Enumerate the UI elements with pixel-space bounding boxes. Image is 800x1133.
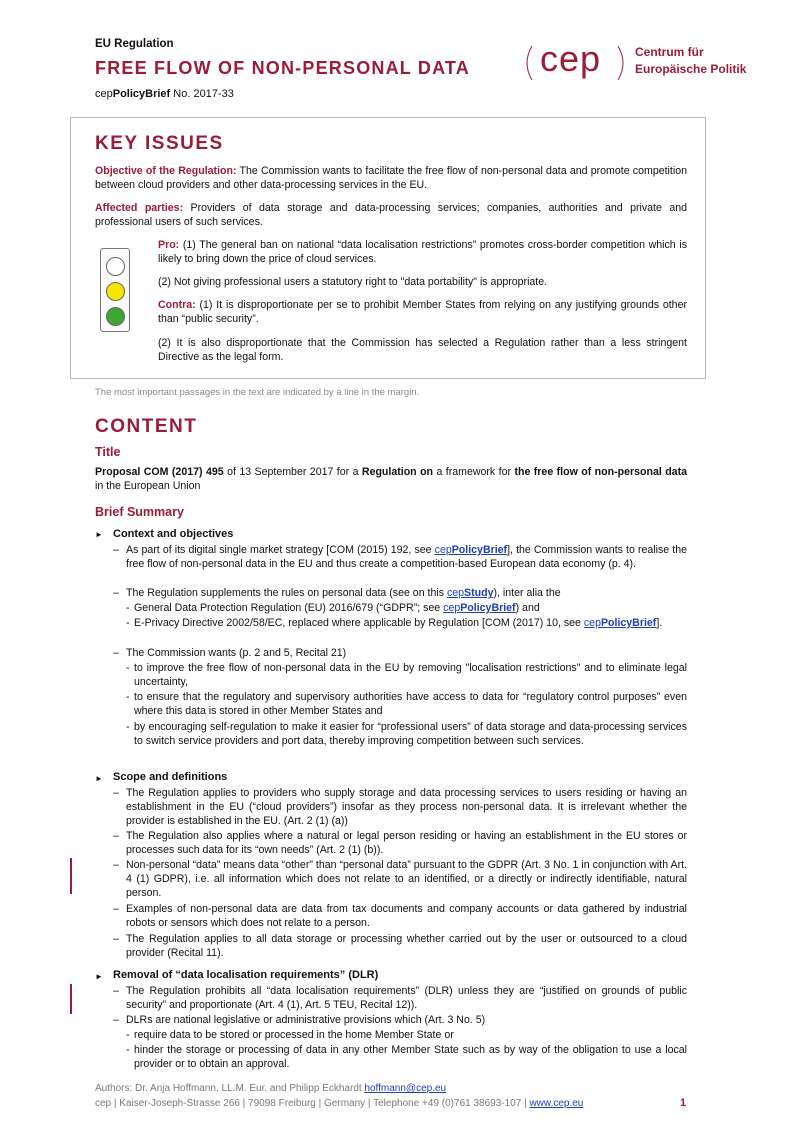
dash: – [113, 544, 119, 556]
context-item-eprivacy: E-Privacy Directive 2002/58/EC, replaced where applicable by Regulation [COM (2017) 10, see cepPolicyBrief]. [134, 617, 663, 629]
hyphen: - [126, 691, 130, 703]
dash: – [113, 985, 119, 997]
scope-dash-3: Non-personal “data” means data “other” than “personal data” pursuant to the GDPR (Art. 3 No. 1 in conjunction with Art. 4 (1) GDPR), i.e. all information which does not relate to an identified, or a directly or indirectly identifiable, natural person. [126, 859, 687, 899]
dlr-item-1: require data to be stored or processed in the home Member State or [134, 1029, 454, 1041]
dash: – [113, 830, 119, 842]
logo-text: cep [540, 38, 602, 79]
hyphen: - [126, 617, 130, 629]
dash: – [113, 933, 119, 945]
dash: – [113, 859, 119, 871]
content-heading: CONTENT [95, 416, 198, 437]
context-item-2: to ensure that the regulatory and supervisory authorities have access to data for “regulatory control purposes” even where this data is stored in other Member States and [134, 691, 687, 717]
pro-1: Pro: (1) The general ban on national “data localisation restrictions” promotes cross-border competition which is likely to bring down the price of cloud services. [158, 239, 687, 265]
hyphen: - [126, 721, 130, 733]
brief-number: cepPolicyBrief No. 2017-33 [95, 88, 234, 100]
dlr-item-2: hinder the storage or processing of data in any other Member State such as by way of the obligation to use a local provider or to obtain an approval. [134, 1044, 687, 1070]
logo-name: Centrum für Europäische Politik [635, 45, 747, 76]
cep-policybrief-link[interactable]: cepPolicyBrief [583, 617, 657, 629]
dlr-dash-2: DLRs are national legislative or administrative provisions which (Art. 3 No. 5) [126, 1014, 486, 1026]
light-green [106, 307, 125, 326]
context-item-gdpr: General Data Protection Regulation (EU) 2016/679 (“GDPR”; see cepPolicyBrief) and [134, 602, 540, 614]
bullet-arrow-icon: ► [95, 530, 103, 539]
title-heading: Title [95, 445, 121, 459]
page-number: 1 [680, 1097, 687, 1109]
bullet-arrow-icon: ► [95, 972, 103, 981]
key-issues-heading: KEY ISSUES [95, 133, 224, 154]
dash: – [113, 647, 119, 659]
pro-2: (2) Not giving professional users a statutory right to "data portability" is appropriate. [158, 276, 548, 288]
dlr-dash-1: The Regulation prohibits all “data localisation requirements” (DLR) unless they are “justified on grounds of public security” and proportionate (Art. 4 (1), Art. 5 TEU, Recital 12)). [126, 985, 687, 1011]
hyphen: - [126, 1029, 130, 1041]
light-yellow [106, 282, 125, 301]
section-label: EU Regulation [95, 38, 174, 50]
cep-logo [520, 38, 760, 88]
traffic-light-icon [100, 248, 130, 332]
dlr-heading: Removal of “data localisation requirements” (DLR) [113, 969, 379, 981]
proposal-text: Proposal COM (2017) 495 of 13 September 2017 for a Regulation on a framework for the free flow of non-personal data in the European Union [95, 466, 687, 492]
contra-1: Contra: (1) It is disproportionate per se to prohibit Member States from relying on any justifying grounds other than “public security”. [158, 299, 687, 325]
scope-dash-5: The Regulation applies to all data storage or processing whether carried out by the user or outsourced to a cloud provider (Recital 11). [126, 933, 687, 959]
margin-line [70, 984, 72, 1014]
scope-dash-4: Examples of non-personal data are data from tax documents and company accounts or data gathered by industrial robots or sensors which does not relate to a person. [126, 903, 687, 929]
context-item-1: to improve the free flow of non-personal data in the EU by removing "localisation restrictions" and to eliminate legal uncertainty, [134, 662, 687, 688]
dash: – [113, 1014, 119, 1026]
light-white [106, 257, 125, 276]
website-link[interactable]: www.cep.eu [529, 1098, 584, 1109]
footer-address: cep | Kaiser-Joseph-Strasse 266 | 79098 Freiburg | Germany | Telephone +49 (0)761 38693-107 | www.cep.eu [95, 1098, 584, 1109]
context-heading: Context and objectives [113, 528, 234, 540]
cep-policybrief-link[interactable]: cepPolicyBrief [434, 544, 508, 556]
margin-line [70, 858, 72, 894]
hyphen: - [126, 662, 130, 674]
objective-paragraph: Objective of the Regulation: The Commission wants to facilitate the free flow of non-personal data and promote competition between cloud providers and other data-processing services in the EU. [95, 165, 687, 191]
dash: – [113, 903, 119, 915]
document-title: FREE FLOW OF NON-PERSONAL DATA [95, 58, 470, 78]
footer-authors: Authors: Dr. Anja Hoffmann, LL.M. Eur. and Philipp Eckhardt hoffmann@cep.eu [95, 1083, 447, 1094]
dash: – [113, 587, 119, 599]
author-email-link[interactable]: hoffmann@cep.eu [364, 1083, 447, 1094]
affected-parties-paragraph: Affected parties: Providers of data storage and data-processing services; companies, authorities and private and professional users of such services. [95, 202, 687, 228]
context-dash-2: The Regulation supplements the rules on personal data (see on this cepStudy), inter alia the [126, 587, 561, 599]
scope-heading: Scope and definitions [113, 771, 228, 783]
brief-summary-heading: Brief Summary [95, 505, 184, 519]
context-item-3: by encouraging self-regulation to make it easier for “professional users” of data storage and data-processing services to switch service providers and port data, thereby improving competition between such services. [134, 721, 687, 747]
hyphen: - [126, 602, 130, 614]
margin-note: The most important passages in the text are indicated by a line in the margin. [95, 387, 420, 398]
context-dash-1: As part of its digital single market strategy [COM (2015) 192, see cepPolicyBrief], the Commission wants to realise the free flow of non-personal data in the EU and thus create a competition-based European data economy (p. 4). [126, 544, 688, 570]
cep-study-link[interactable]: cepStudy [446, 587, 494, 599]
scope-dash-2: The Regulation also applies where a natural or legal person residing or having an establishment in the EU stores or processes such data for its “own needs” (Art. 2 (1) (b)). [126, 830, 687, 856]
context-dash-3: The Commission wants (p. 2 and 5, Recital 21) [126, 647, 347, 659]
bullet-arrow-icon: ► [95, 774, 103, 783]
scope-dash-1: The Regulation applies to providers who supply storage and data processing services to users residing or having an establishment in the EU (“cloud providers”) insofar as they process non-personal data. It is irrelevant whether the provider is established in the EU. (Art. 2 (1) (a)) [126, 787, 687, 827]
contra-2: (2) It is also disproportionate that the Commission has selected a Regulation rather than a less stringent Directive as the legal form. [158, 337, 687, 363]
hyphen: - [126, 1044, 130, 1056]
dash: – [113, 787, 119, 799]
cep-policybrief-link[interactable]: cepPolicyBrief [443, 602, 516, 614]
